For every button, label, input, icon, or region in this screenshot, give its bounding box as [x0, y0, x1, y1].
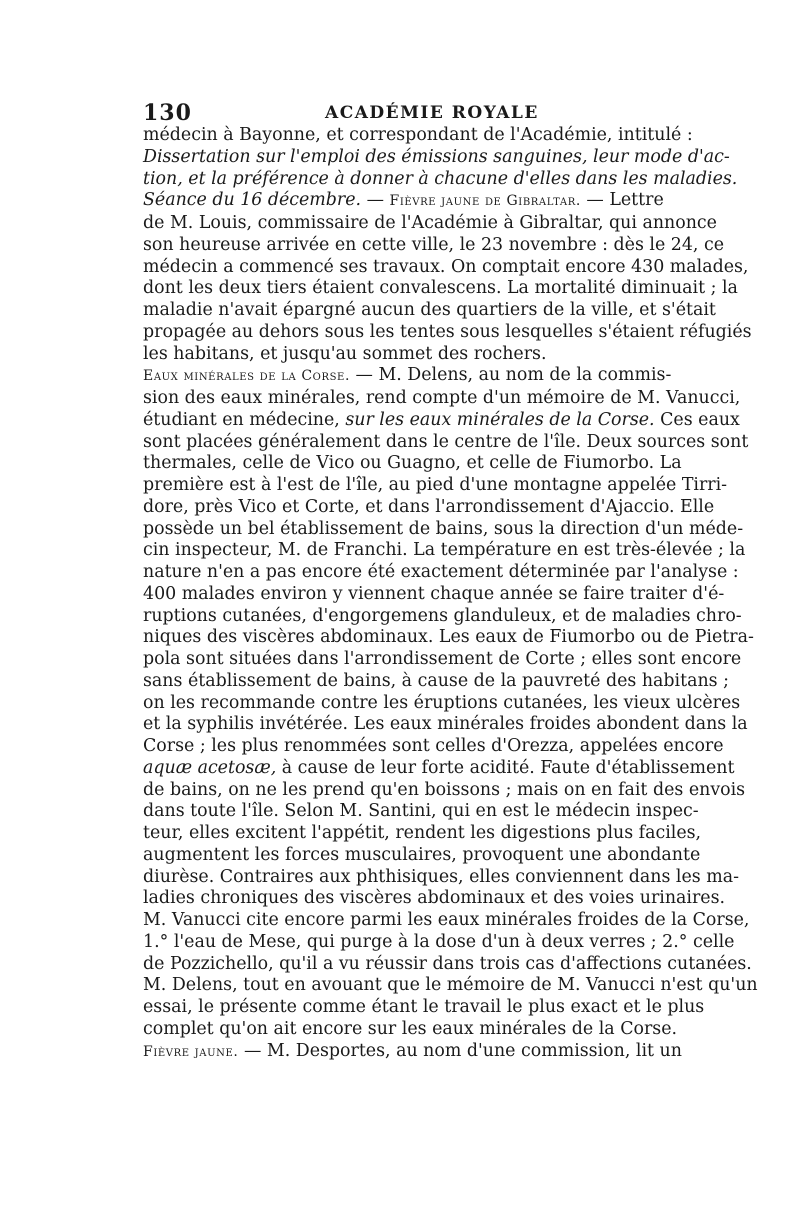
- text-run: propagée au dehors sous les tentes sous lesquelles s'étaient réfugiés: [143, 321, 752, 342]
- text-line: [143, 583, 725, 606]
- text-line: [143, 844, 701, 867]
- text-run: dore, près Vico et Corte, et dans l'arrondissement d'Ajaccio. Elle: [143, 496, 715, 517]
- section-heading: Fièvre jaune.: [143, 1043, 239, 1060]
- text-line: [143, 409, 740, 432]
- text-line: [143, 125, 693, 147]
- text-line: [143, 300, 716, 322]
- italic-text: aquæ acetosæ,: [143, 757, 277, 778]
- body-text: [143, 125, 758, 1063]
- text-run: niques des viscères abdominaux. Les eaux de Fiumorbo ou de Pietra-: [143, 627, 754, 648]
- text-run: 400 malades environ y viennent chaque année se faire traiter d'é-: [143, 583, 725, 604]
- text-run: étudiant en médecine,: [143, 409, 346, 430]
- paragraph: [143, 125, 738, 190]
- text-line: [143, 234, 725, 257]
- text-run: de M. Louis, commissaire de l'Académie à Gibraltar, qui annonce: [143, 213, 717, 233]
- text-run: pola sont situées dans l'arrondissement de Corte ; elles sont encore: [143, 649, 742, 669]
- text-run: dans toute l'île. Selon M. Santini, qui en est le médecin inspec-: [143, 801, 699, 822]
- text-run: et la syphilis invétérée. Les eaux minérales froides abondent dans la: [143, 714, 748, 735]
- text-run: les habitans, et jusqu'au sommet des rochers.: [143, 343, 547, 364]
- text-run: 1.° l'eau de Mese, qui purge à la dose d'un à deux verres ; 2.° celle: [143, 931, 735, 952]
- text-run: Ces eaux: [654, 409, 740, 430]
- text-line: [143, 190, 663, 213]
- text-run: dont les deux tiers étaient convalescens. La mortalité diminuait ; la: [143, 278, 738, 299]
- text-line: [143, 714, 748, 736]
- section-heading: Fièvre jaune de Gibraltar.: [389, 193, 581, 210]
- text-run: ruptions cutanées, d'engorgemens glanduleux, et de maladies chro-: [143, 605, 742, 626]
- text-run: thermales, celle de Vico ou Guagno, et celle de Fiumorbo. La: [143, 453, 682, 474]
- text-run: on les recommande contre les éruptions cutanées, les vieux ulcères: [143, 692, 741, 713]
- italic-text: Séance du 16 décembre.: [143, 190, 362, 211]
- text-line: [143, 146, 730, 169]
- section-heading: Eaux minérales de la Corse.: [143, 368, 350, 385]
- italic-text: Dissertation sur l'emploi des émissions sanguines, leur mode d'ac-: [143, 146, 730, 167]
- text-line: [143, 779, 746, 802]
- text-line: [143, 736, 724, 758]
- text-line: [143, 627, 754, 649]
- text-line: [143, 692, 741, 715]
- text-run: cin inspecteur, M. de Franchi. La température en est très-élevée ; la: [143, 540, 746, 561]
- text-run: à cause de leur forte acidité. Faute d'établissement: [276, 757, 735, 778]
- text-run: médecin a commencé ses travaux. On comptait encore 430 malades,: [143, 256, 749, 277]
- text-line: [143, 1018, 678, 1041]
- italic-text: sur les eaux minérales de la Corse.: [345, 409, 655, 430]
- paragraph: [143, 365, 758, 1040]
- text-run: diurèse. Contraires aux phthisiques, elles conviennent dans les ma-: [143, 866, 739, 887]
- text-line: [143, 344, 663, 366]
- text-line: [143, 453, 682, 475]
- text-line: [143, 649, 742, 671]
- text-line: [143, 475, 728, 497]
- text-line: [143, 866, 739, 889]
- text-run: complet qu'on ait encore sur les eaux minérales de la Corse.: [143, 1018, 678, 1039]
- text-run: ladies chroniques des viscères abdominaux et des voies urinaires.: [143, 888, 726, 909]
- text-run: teur, elles excitent l'appétit, rendent les digestions plus faciles,: [143, 823, 702, 843]
- text-line: [143, 953, 752, 976]
- page-header: [143, 100, 663, 126]
- text-line: [143, 931, 735, 954]
- text-line: [143, 321, 752, 344]
- text-run: —: [361, 190, 390, 211]
- text-run: nature n'en a pas encore été exactement déterminée par l'analyse :: [143, 562, 739, 582]
- text-run: possède un bel établissement de bains, sous la direction d'un méde-: [143, 518, 744, 539]
- page-number: 130: [143, 100, 192, 126]
- text-line: [143, 431, 749, 454]
- text-line: [143, 975, 758, 997]
- text-run: essai, le présente comme étant le travail le plus exact et le plus: [143, 997, 705, 1017]
- text-run: son heureuse arrivée en cette ville, le 23 novembre : dès le 24, ce: [143, 234, 725, 255]
- text-run: sont placées généralement dans le centre de l'île. Deux sources sont: [143, 431, 749, 452]
- text-line: [143, 997, 705, 1019]
- text-run: sans établissement de bains, à cause de la pauvreté des habitans ;: [143, 670, 729, 691]
- text-run: — M. Desportes, au nom d'une commission, lit un: [238, 1040, 682, 1061]
- text-line: [143, 562, 739, 584]
- paragraph: [143, 190, 752, 365]
- text-run: M. Vanucci cite encore parmi les eaux minérales froides de la Corse,: [143, 910, 750, 930]
- text-run: augmentent les forces musculaires, provoquent une abondante: [143, 844, 701, 865]
- text-line: [143, 670, 729, 693]
- text-line: [143, 888, 726, 910]
- text-line: [143, 605, 742, 628]
- text-run: maladie n'avait épargné aucun des quartiers de la ville, et s'était: [143, 300, 716, 320]
- text-run: Corse ; les plus renommées sont celles d'Orezza, appelées encore: [143, 736, 724, 756]
- text-run: M. Delens, tout en avouant que le mémoire de M. Vanucci n'est qu'un: [143, 975, 758, 996]
- italic-text: tion, et la préférence à donner à chacune d'elles dans les maladies.: [143, 168, 738, 189]
- text-run: médecin à Bayonne, et correspondant de l'Académie, intitulé :: [143, 125, 693, 145]
- paragraph: [143, 1040, 682, 1064]
- text-run: première est à l'est de l'île, au pied d'une montagne appelée Tirri-: [143, 475, 728, 495]
- text-line: [143, 213, 717, 235]
- text-line: [143, 757, 735, 780]
- text-run: — Lettre: [580, 190, 664, 211]
- text-line: [143, 518, 744, 541]
- text-line: [143, 278, 738, 300]
- running-head: ACADÉMIE ROYALE: [325, 103, 539, 123]
- text-line: [143, 168, 738, 191]
- text-run: de Pozzichello, qu'il a vu réussir dans trois cas d'affections cutanées.: [143, 953, 752, 974]
- text-line: [143, 256, 749, 279]
- text-line: [143, 365, 672, 388]
- text-run: sion des eaux minérales, rend compte d'un mémoire de M. Vanucci,: [143, 388, 741, 408]
- text-line: [143, 540, 746, 562]
- text-run: — M. Delens, au nom de la commis-: [350, 365, 672, 386]
- text-line: [143, 823, 702, 845]
- text-line: [143, 496, 715, 519]
- text-line: [143, 1040, 682, 1064]
- text-run: de bains, on ne les prend qu'en boissons ; mais on en fait des envois: [143, 779, 746, 800]
- text-line: [143, 801, 699, 823]
- text-line: [143, 388, 741, 410]
- text-line: [143, 910, 750, 932]
